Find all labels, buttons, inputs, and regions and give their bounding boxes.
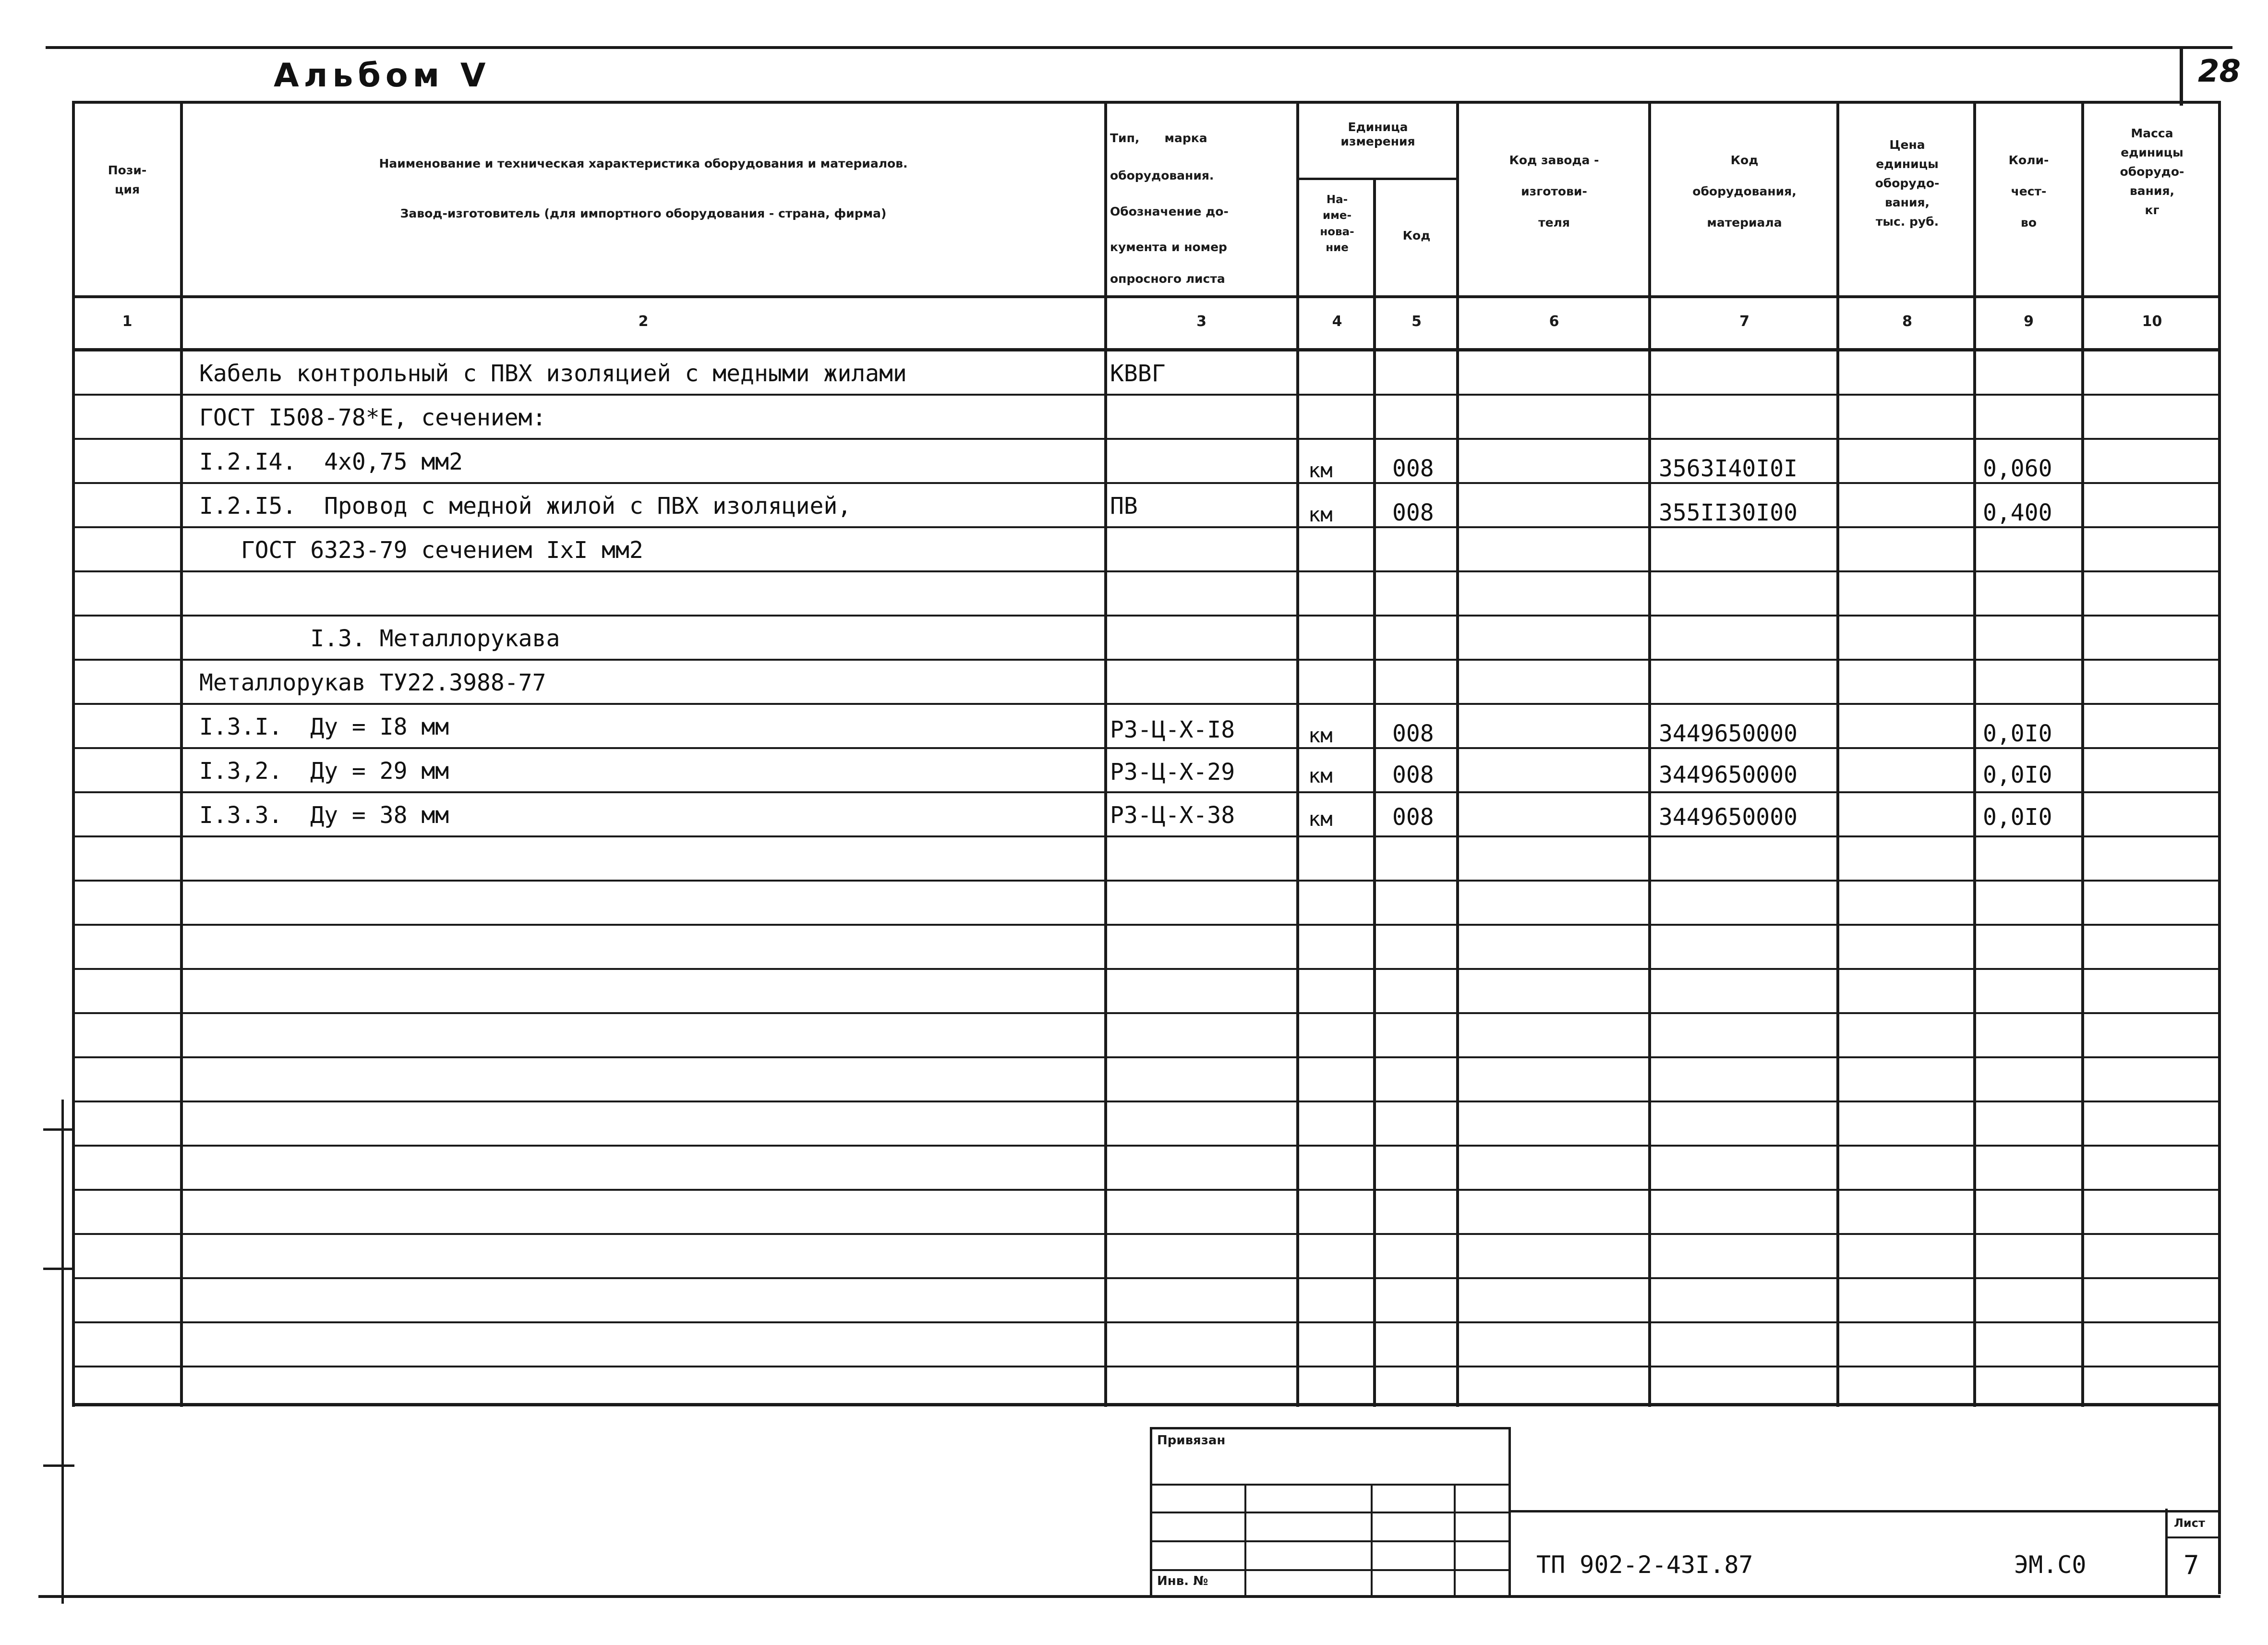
document-code: ТП 902-2-43I.87: [1536, 1551, 1753, 1579]
row-line: [72, 1012, 2220, 1014]
item-quantity: 0,0I0: [1983, 804, 2052, 831]
item-unit: км: [1308, 724, 1333, 747]
item-type: ПВ: [1110, 493, 1138, 520]
item-code: 008: [1392, 455, 1434, 482]
table-row: [0, 394, 2268, 438]
item-material-code: 3563I40I0I: [1659, 455, 1798, 482]
album-label: Альбом V: [274, 57, 491, 95]
item-type: КВВГ: [1110, 360, 1166, 387]
stamp-inv-number: Инв. №: [1157, 1574, 1208, 1588]
column-number: 3: [1196, 313, 1206, 330]
item-quantity: 0,0I0: [1983, 762, 2052, 788]
item-name: I.3.3. Ду = 38 мм: [199, 802, 449, 829]
item-type: Р3-Ц-Х-29: [1110, 759, 1235, 786]
item-quantity: 0,060: [1983, 455, 2052, 482]
table-row: [0, 438, 2268, 482]
sheet-cell-divider: [2165, 1536, 2220, 1538]
item-name: I.2.I4. 4х0,75 мм2: [199, 448, 463, 475]
stamp-top-border: [1150, 1427, 1510, 1429]
table-row: [0, 791, 2268, 835]
column-number: 6: [1549, 313, 1559, 330]
item-code: 008: [1392, 762, 1434, 788]
header-name-line2: Завод-изготовитель (для импортного оборудования - страна, фирма): [400, 206, 887, 220]
item-name: Металлорукав ТУ22.3988-77: [199, 669, 546, 696]
header-material-code: Код оборудования, материала: [1692, 153, 1797, 230]
sheet-cell-left: [2165, 1509, 2168, 1597]
sheet-number: 7: [2184, 1550, 2199, 1580]
sheet-corner-number: 28: [2198, 54, 2241, 89]
column-number: 2: [638, 313, 649, 330]
item-type: Р3-Ц-Х-I8: [1110, 716, 1235, 743]
row-line: [72, 1233, 2220, 1235]
header-type-line5: опросного листа: [1110, 272, 1225, 286]
item-name: I.3,2. Ду = 29 мм: [199, 758, 449, 785]
stamp-inner-line: [1454, 1484, 1456, 1597]
table-bottom-border: [72, 1403, 2220, 1406]
row-line: [72, 1145, 2220, 1147]
item-code: 008: [1392, 804, 1434, 831]
header-bottom-border: [72, 295, 2220, 298]
stamp-privyazan: Привязан: [1157, 1433, 1226, 1448]
stamp-inner-line: [1244, 1484, 1246, 1597]
page-bottom-rule: [38, 1595, 2220, 1598]
item-material-code: 3449650000: [1659, 804, 1798, 831]
header-price: Цена единицы оборудо- вания, тыс. руб.: [1875, 138, 1940, 229]
row-line: [72, 1056, 2220, 1058]
table-row: [0, 703, 2268, 747]
header-name-line1: Наименование и техническая характеристика оборудования и материалов.: [379, 157, 908, 170]
column-number: 7: [1739, 313, 1749, 330]
column-number: 4: [1332, 313, 1342, 330]
item-name: ГОСТ 6323-79 сечением IхI мм2: [199, 537, 643, 564]
header-unit-group: Единица измерения: [1340, 120, 1415, 148]
stamp-line: [1150, 1512, 1510, 1513]
item-material-code: 3449650000: [1659, 720, 1798, 747]
header-unit-name: На- име- нова- ние: [1320, 194, 1354, 254]
column-number: 1: [122, 313, 133, 330]
row-line: [72, 924, 2220, 926]
header-type-line3: Обозначение до-: [1110, 205, 1229, 218]
item-unit: км: [1308, 764, 1333, 787]
item-name: I.2.I5. Провод с медной жилой с ПВХ изоляцией,: [199, 493, 852, 520]
item-unit: км: [1308, 459, 1333, 482]
stamp-inner-line: [1371, 1484, 1373, 1597]
header-unit-code: Код: [1402, 229, 1431, 242]
stamp-line: [1150, 1540, 1510, 1542]
item-code: 008: [1392, 499, 1434, 526]
top-rule: [46, 46, 2232, 49]
unit-group-divider: [1296, 178, 1457, 180]
stamp-line: [1150, 1569, 1510, 1571]
header-type-line2: оборудования.: [1110, 169, 1214, 182]
item-name: I.3.I. Ду = I8 мм: [199, 714, 449, 740]
header-quantity: Коли- чест- во: [2008, 153, 2049, 230]
item-type: Р3-Ц-Х-38: [1110, 802, 1235, 829]
column-number: 8: [1902, 313, 1912, 330]
left-frame-lower: [61, 1100, 64, 1604]
header-position: Пози- ция: [108, 163, 147, 196]
document-mark: ЭМ.С0: [2014, 1551, 2087, 1579]
header-type-line1: Тип, марка: [1110, 131, 1207, 145]
item-unit: км: [1308, 807, 1333, 831]
section-heading: I.3. Металлорукава: [199, 625, 560, 652]
row-line: [72, 1321, 2220, 1323]
item-material-code: 3449650000: [1659, 762, 1798, 788]
stamp-line: [1150, 1484, 1510, 1486]
title-block-top: [1508, 1510, 2220, 1512]
item-code: 008: [1392, 720, 1434, 747]
table-row: [0, 526, 2268, 570]
row-line: [72, 1277, 2220, 1279]
table-row: [0, 659, 2268, 703]
col-line-right: [2218, 101, 2221, 1594]
column-number: 9: [2024, 313, 2034, 330]
row-line: [72, 1101, 2220, 1102]
right-frame-top: [2180, 46, 2183, 106]
column-number: 5: [1411, 313, 1422, 330]
item-quantity: 0,400: [1983, 499, 2052, 526]
item-material-code: 355II30I00: [1659, 499, 1798, 526]
margin-tick: [43, 1268, 74, 1270]
row-line: [72, 968, 2220, 970]
table-top-border: [72, 101, 2220, 104]
table-row: [0, 747, 2268, 791]
row-line: [72, 1189, 2220, 1191]
header-type-line4: кумента и номер: [1110, 240, 1227, 254]
row-line: [72, 835, 2220, 837]
margin-tick: [43, 1128, 74, 1131]
item-quantity: 0,0I0: [1983, 720, 2052, 747]
header-mass: Масса единицы оборудо- вания, кг: [2120, 126, 2184, 217]
column-number: 10: [2142, 313, 2162, 330]
sheet-label: Лист: [2174, 1516, 2205, 1530]
header-plant-code: Код завода - изготови- теля: [1509, 153, 1599, 230]
table-row: [0, 615, 2268, 659]
margin-tick: [43, 1464, 74, 1467]
table-row: [0, 482, 2268, 526]
item-name: ГОСТ I508-78*Е, сечением:: [199, 404, 546, 431]
row-line: [72, 880, 2220, 882]
row-line: [72, 1366, 2220, 1367]
table-row: [0, 570, 2268, 615]
item-name: Кабель контрольный с ПВХ изоляцией с медными жилами: [199, 360, 907, 387]
table-row: [0, 350, 2268, 394]
item-unit: км: [1308, 503, 1333, 526]
